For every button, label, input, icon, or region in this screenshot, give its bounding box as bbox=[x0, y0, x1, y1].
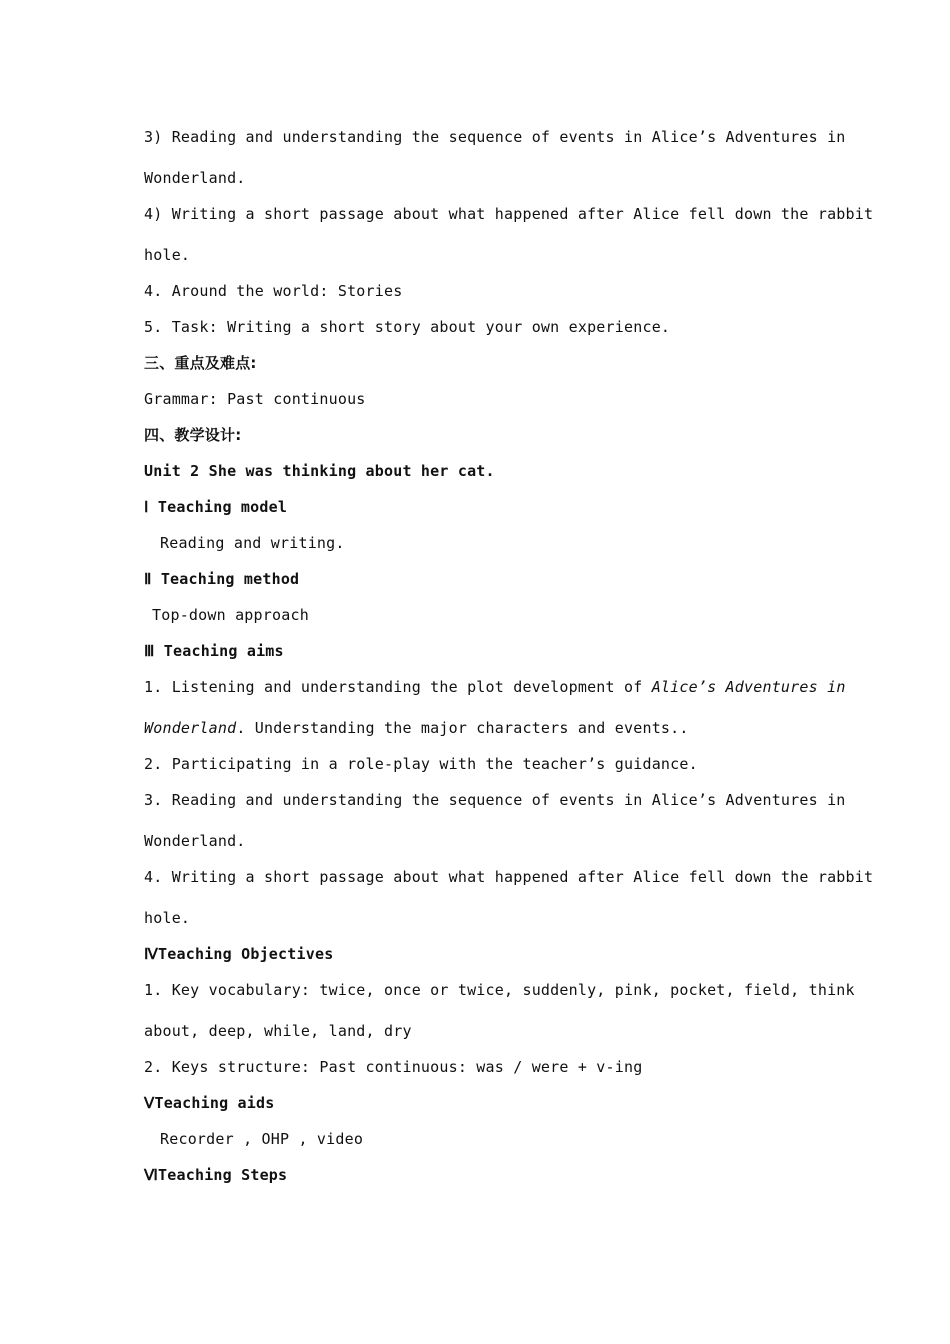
text-line: 4) Writing a short passage about what happened after Alice fell down the rabbit bbox=[144, 205, 874, 223]
text-line: 3) Reading and understanding the sequence of events in Alice’s Adventures in bbox=[144, 128, 846, 146]
aim-item: 4. Writing a short passage about what happened after Alice fell down the rabbit bbox=[144, 868, 874, 886]
objective-item-continued: about, deep, while, land, dry bbox=[144, 1022, 412, 1040]
aim-item: 2. Participating in a role-play with the teacher’s guidance. bbox=[144, 755, 698, 773]
book-title: Alice’s Adventures in bbox=[651, 678, 846, 696]
aim-item-continued bbox=[144, 718, 689, 738]
text-line: Top-down approach bbox=[152, 606, 309, 624]
text-line: 4. Around the world: Stories bbox=[144, 282, 403, 300]
text-line: Recorder , OHP , video bbox=[160, 1130, 364, 1148]
text-line: Wonderland. bbox=[144, 169, 246, 187]
text-line: 5. Task: Writing a short story about your own experience. bbox=[144, 318, 671, 336]
book-title: Wonderland bbox=[144, 719, 237, 737]
aim-text: 1. Listening and understanding the plot development of bbox=[144, 678, 652, 696]
aim-text: . Understanding the major characters and events.. bbox=[236, 719, 689, 737]
text-line: hole. bbox=[144, 246, 191, 264]
aim-item: 3. Reading and understanding the sequence of events in Alice’s Adventures in bbox=[144, 791, 846, 809]
section-heading-teaching-design: 四、教学设计: bbox=[144, 426, 242, 444]
section-heading-key-points: 三、重点及难点: bbox=[144, 354, 257, 372]
section-title-teaching-aims: Ⅲ Teaching aims bbox=[144, 642, 284, 660]
text-line: Reading and writing. bbox=[160, 534, 345, 552]
section-title-teaching-objectives: ⅣTeaching Objectives bbox=[144, 945, 334, 963]
objective-item: 1. Key vocabulary: twice, once or twice, suddenly, pink, pocket, field, think bbox=[144, 981, 855, 999]
aim-item bbox=[144, 677, 846, 697]
text-line: Grammar: Past continuous bbox=[144, 390, 366, 408]
section-title-teaching-aids: ⅤTeaching aids bbox=[144, 1094, 275, 1112]
aim-item-continued: Wonderland. bbox=[144, 832, 246, 850]
section-title-teaching-method: Ⅱ Teaching method bbox=[144, 570, 300, 588]
section-title-teaching-steps: ⅥTeaching Steps bbox=[144, 1166, 288, 1184]
aim-item-continued: hole. bbox=[144, 909, 191, 927]
section-title-teaching-model: Ⅰ Teaching model bbox=[144, 498, 288, 516]
objective-item: 2. Keys structure: Past continuous: was / were + v-ing bbox=[144, 1058, 643, 1076]
unit-title: Unit 2 She was thinking about her cat. bbox=[144, 462, 495, 480]
